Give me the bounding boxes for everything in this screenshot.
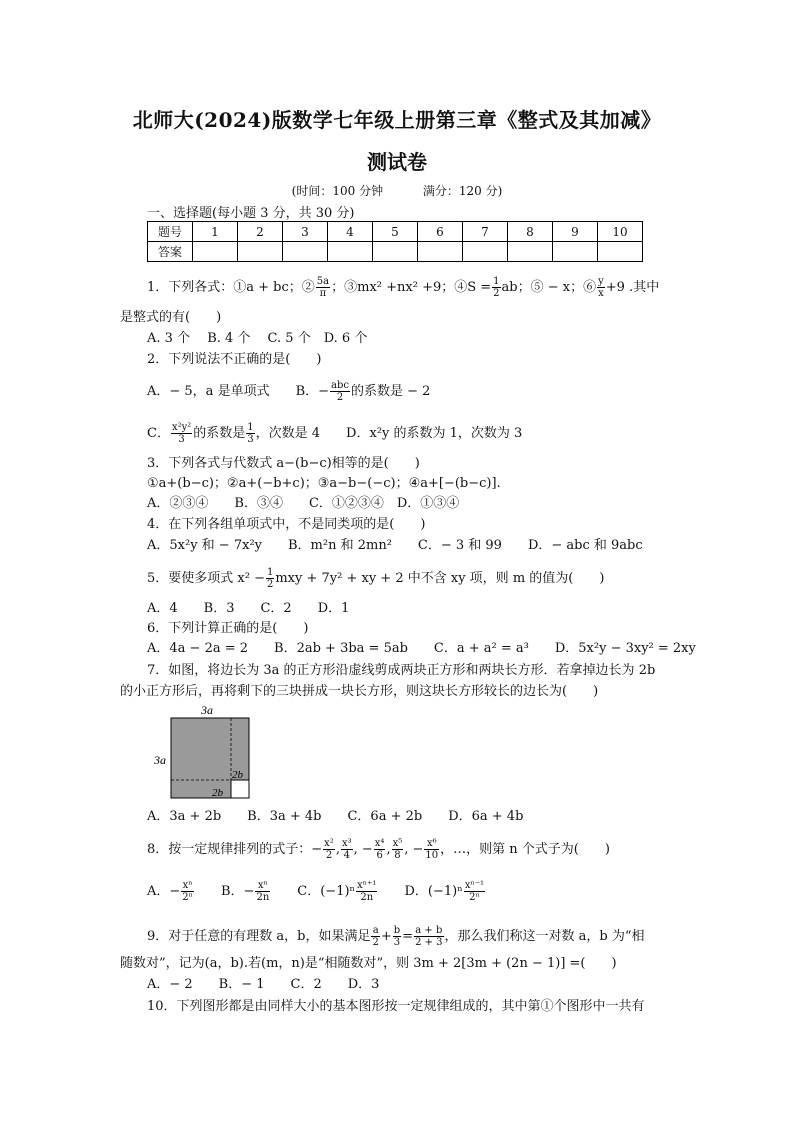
answer-table-row-numbers — [148, 222, 643, 242]
table-cell-number: 1 — [193, 222, 238, 242]
fraction: $\frac{\text{x²y²}}{3}$ — [171, 422, 192, 445]
answer-table-row-answers — [148, 242, 643, 262]
fraction: $\frac{a + b}{2 + 3}$ — [415, 925, 443, 948]
fig-removed-square — [231, 780, 249, 798]
fraction: $\frac{\text{x⁴}}{6}$ — [374, 838, 385, 861]
answer-cell[interactable] — [598, 242, 643, 262]
table-cell-number: 3 — [283, 222, 328, 242]
table-cell-number: 9 — [553, 222, 598, 242]
table-label-number: 题号 — [148, 222, 193, 242]
fraction: $\frac{\text{xⁿ⁻¹}}{\text{2ⁿ}}$ — [464, 880, 485, 903]
square-cut-figure — [152, 702, 262, 802]
question-1-line-2: 是整式的有( ) — [120, 310, 222, 325]
fraction: $\frac{1}{3}$ — [247, 422, 254, 445]
fraction: $\frac{\text{x⁵}}{8}$ — [392, 838, 403, 861]
question-8-options: A．− $\frac{\text{xⁿ}}{\text{2ⁿ}}$ B．− $\frac{\text{xⁿ}}{2n}$ C．(−1)ⁿ $\frac{\text{xⁿ⁺¹}}{2n}$ D．(−1)ⁿ $\frac{\text{xⁿ⁻¹}}{\text{2ⁿ}}$ — [147, 880, 485, 903]
fraction: $\frac{5a}{\pi}$ — [316, 276, 330, 299]
question-3-stem: 3．下列各式与代数式 a−(b−c)相等的是( ) — [147, 456, 420, 471]
fraction: $\frac{\text{abc}}{2}$ — [331, 380, 349, 403]
fraction: $\frac{b}{3}$ — [393, 925, 401, 948]
answer-cell[interactable] — [553, 242, 598, 262]
fraction: $\frac{\text{x³}}{4}$ — [341, 838, 352, 861]
answer-table — [147, 221, 643, 262]
fraction: $\frac{1}{2}$ — [493, 276, 500, 299]
answer-cell[interactable] — [193, 242, 238, 262]
page-subtitle: 测试卷 — [367, 150, 427, 174]
question-7-line-1: 7．如图，将边长为 3a 的正方形沿虚线剪成两块正方形和两块长方形．若拿掉边长为 2b — [147, 663, 656, 678]
question-9-line-2: 随数对”，记为(a，b).若(m，n)是“相随数对”，则 3m + 2[3m + (2n − 1)] =( ) — [120, 956, 617, 971]
fig-label-2b-right: 2b — [232, 769, 243, 781]
question-6-stem: 6．下列计算正确的是( ) — [147, 621, 309, 636]
fraction: $\frac{\text{xⁿ}}{\text{2ⁿ}}$ — [182, 880, 193, 903]
fraction: $\frac{1}{2}$ — [266, 567, 274, 590]
question-7-line-2: 的小正方形后，再将剩下的三块拼成一块长方形，则这块长方形较长的边长为( ) — [120, 684, 599, 699]
answer-cell[interactable] — [373, 242, 418, 262]
question-9-options: A．− 2 B．− 1 C．2 D．3 — [147, 977, 380, 992]
question-5-options: A．4 B．3 C．2 D．1 — [147, 601, 350, 616]
answer-cell[interactable] — [238, 242, 283, 262]
question-2-options-cd: C． $\frac{\text{x²y²}}{3}$ 的系数是 $\frac{1}{3}$ ，次数是 4 D．x²y 的系数为 1，次数为 3 — [147, 422, 523, 445]
exam-meta — [0, 182, 794, 199]
question-3-items: ①a+(b−c)；②a+(−b+c)；③a−b−(−c)；④a+[−(b−c)]. — [147, 476, 501, 491]
question-8-stem: 8．按一定规律排列的式子：− $\frac{\text{x²}}{2}$ , $\frac{\text{x³}}{4}$ , − $\frac{\text{x⁴}}{6}$ , $\frac{\text{x⁵}}{8}$ , − $\frac{\text{x⁶}}{10}$ ，…，则第 n 个式子为( ) — [147, 838, 610, 861]
question-2-options-ab: A．− 5，a 是单项式 B．− $\frac{\text{abc}}{2}$ 的系数是 − 2 — [147, 380, 431, 403]
table-cell-number: 2 — [238, 222, 283, 242]
fraction: $\frac{\text{xⁿ}}{2n}$ — [256, 880, 270, 903]
section-heading: 一、选择题(每小题 3 分，共 30 分) — [147, 206, 355, 221]
table-label-answer: 答案 — [148, 242, 193, 262]
exam-time: (时间：100 分钟 — [291, 184, 384, 198]
fraction: $\frac{y}{x}$ — [598, 276, 604, 299]
answer-cell[interactable] — [418, 242, 463, 262]
question-1-line-1: 1．下列各式：①a + bc；② $\frac{5a}{\pi}$ ；③mx² +nx² +9；④S = $\frac{1}{2}$ ab；⑤ − x；⑥ $\frac{y}{x}$ +9 .其中 — [147, 276, 660, 299]
fraction: $\frac{a}{2}$ — [372, 925, 379, 948]
fig-label-top: 3a — [201, 703, 213, 717]
question-2-stem: 2．下列说法不正确的是( ) — [147, 352, 322, 367]
question-1-options: A. 3 个 B. 4 个 C. 5 个 D. 6 个 — [147, 331, 368, 346]
table-cell-number: 10 — [598, 222, 643, 242]
fraction: $\frac{\text{xⁿ⁺¹}}{2n}$ — [357, 880, 377, 903]
table-cell-number: 5 — [373, 222, 418, 242]
question-5-stem: 5．要使多项式 x² − $\frac{1}{2}$ mxy + 7y² + xy + 2 中不含 xy 项，则 m 的值为( ) — [147, 567, 605, 590]
question-9-line-1: 9．对于任意的有理数 a，b，如果满足 $\frac{a}{2}$ + $\frac{b}{3}$ = $\frac{a + b}{2 + 3}$ ，那么我们称这一对数 a，b 为“相 — [147, 925, 645, 948]
question-3-options: A．②③④ B．③④ C．①②③④ D．①③④ — [147, 496, 460, 511]
question-4-options: A．5x²y 和 − 7x²y B．m²n 和 2mn² C．− 3 和 99 D．− abc 和 9abc — [147, 538, 643, 553]
fig-label-left: 3a — [154, 753, 166, 767]
table-cell-number: 7 — [463, 222, 508, 242]
answer-cell[interactable] — [508, 242, 553, 262]
exam-score: 满分：120 分) — [422, 184, 503, 198]
page-title: 北师大(2024)版数学七年级上册第三章《整式及其加减》 — [132, 108, 662, 132]
answer-cell[interactable] — [463, 242, 508, 262]
answer-cell[interactable] — [283, 242, 328, 262]
table-cell-number: 4 — [328, 222, 373, 242]
fraction: $\frac{\text{x²}}{2}$ — [324, 838, 334, 861]
fraction: $\frac{\text{x⁶}}{10}$ — [425, 838, 439, 861]
answer-cell[interactable] — [328, 242, 373, 262]
question-7-options: A．3a + 2b B．3a + 4b C．6a + 2b D．6a + 4b — [147, 809, 524, 824]
question-4-stem: 4．在下列各组单项式中，不是同类项的是( ) — [147, 517, 426, 532]
table-cell-number: 6 — [418, 222, 463, 242]
question-10-line-1: 10．下列图形都是由同样大小的基本图形按一定规律组成的，其中第①个图形中一共有 — [147, 999, 645, 1014]
table-cell-number: 8 — [508, 222, 553, 242]
fig-label-2b-bottom: 2b — [212, 787, 223, 799]
question-6-options: A．4a − 2a = 2 B．2ab + 3ba = 5ab C．a + a² = a³ D．5x²y − 3xy² = 2xy — [147, 641, 696, 656]
